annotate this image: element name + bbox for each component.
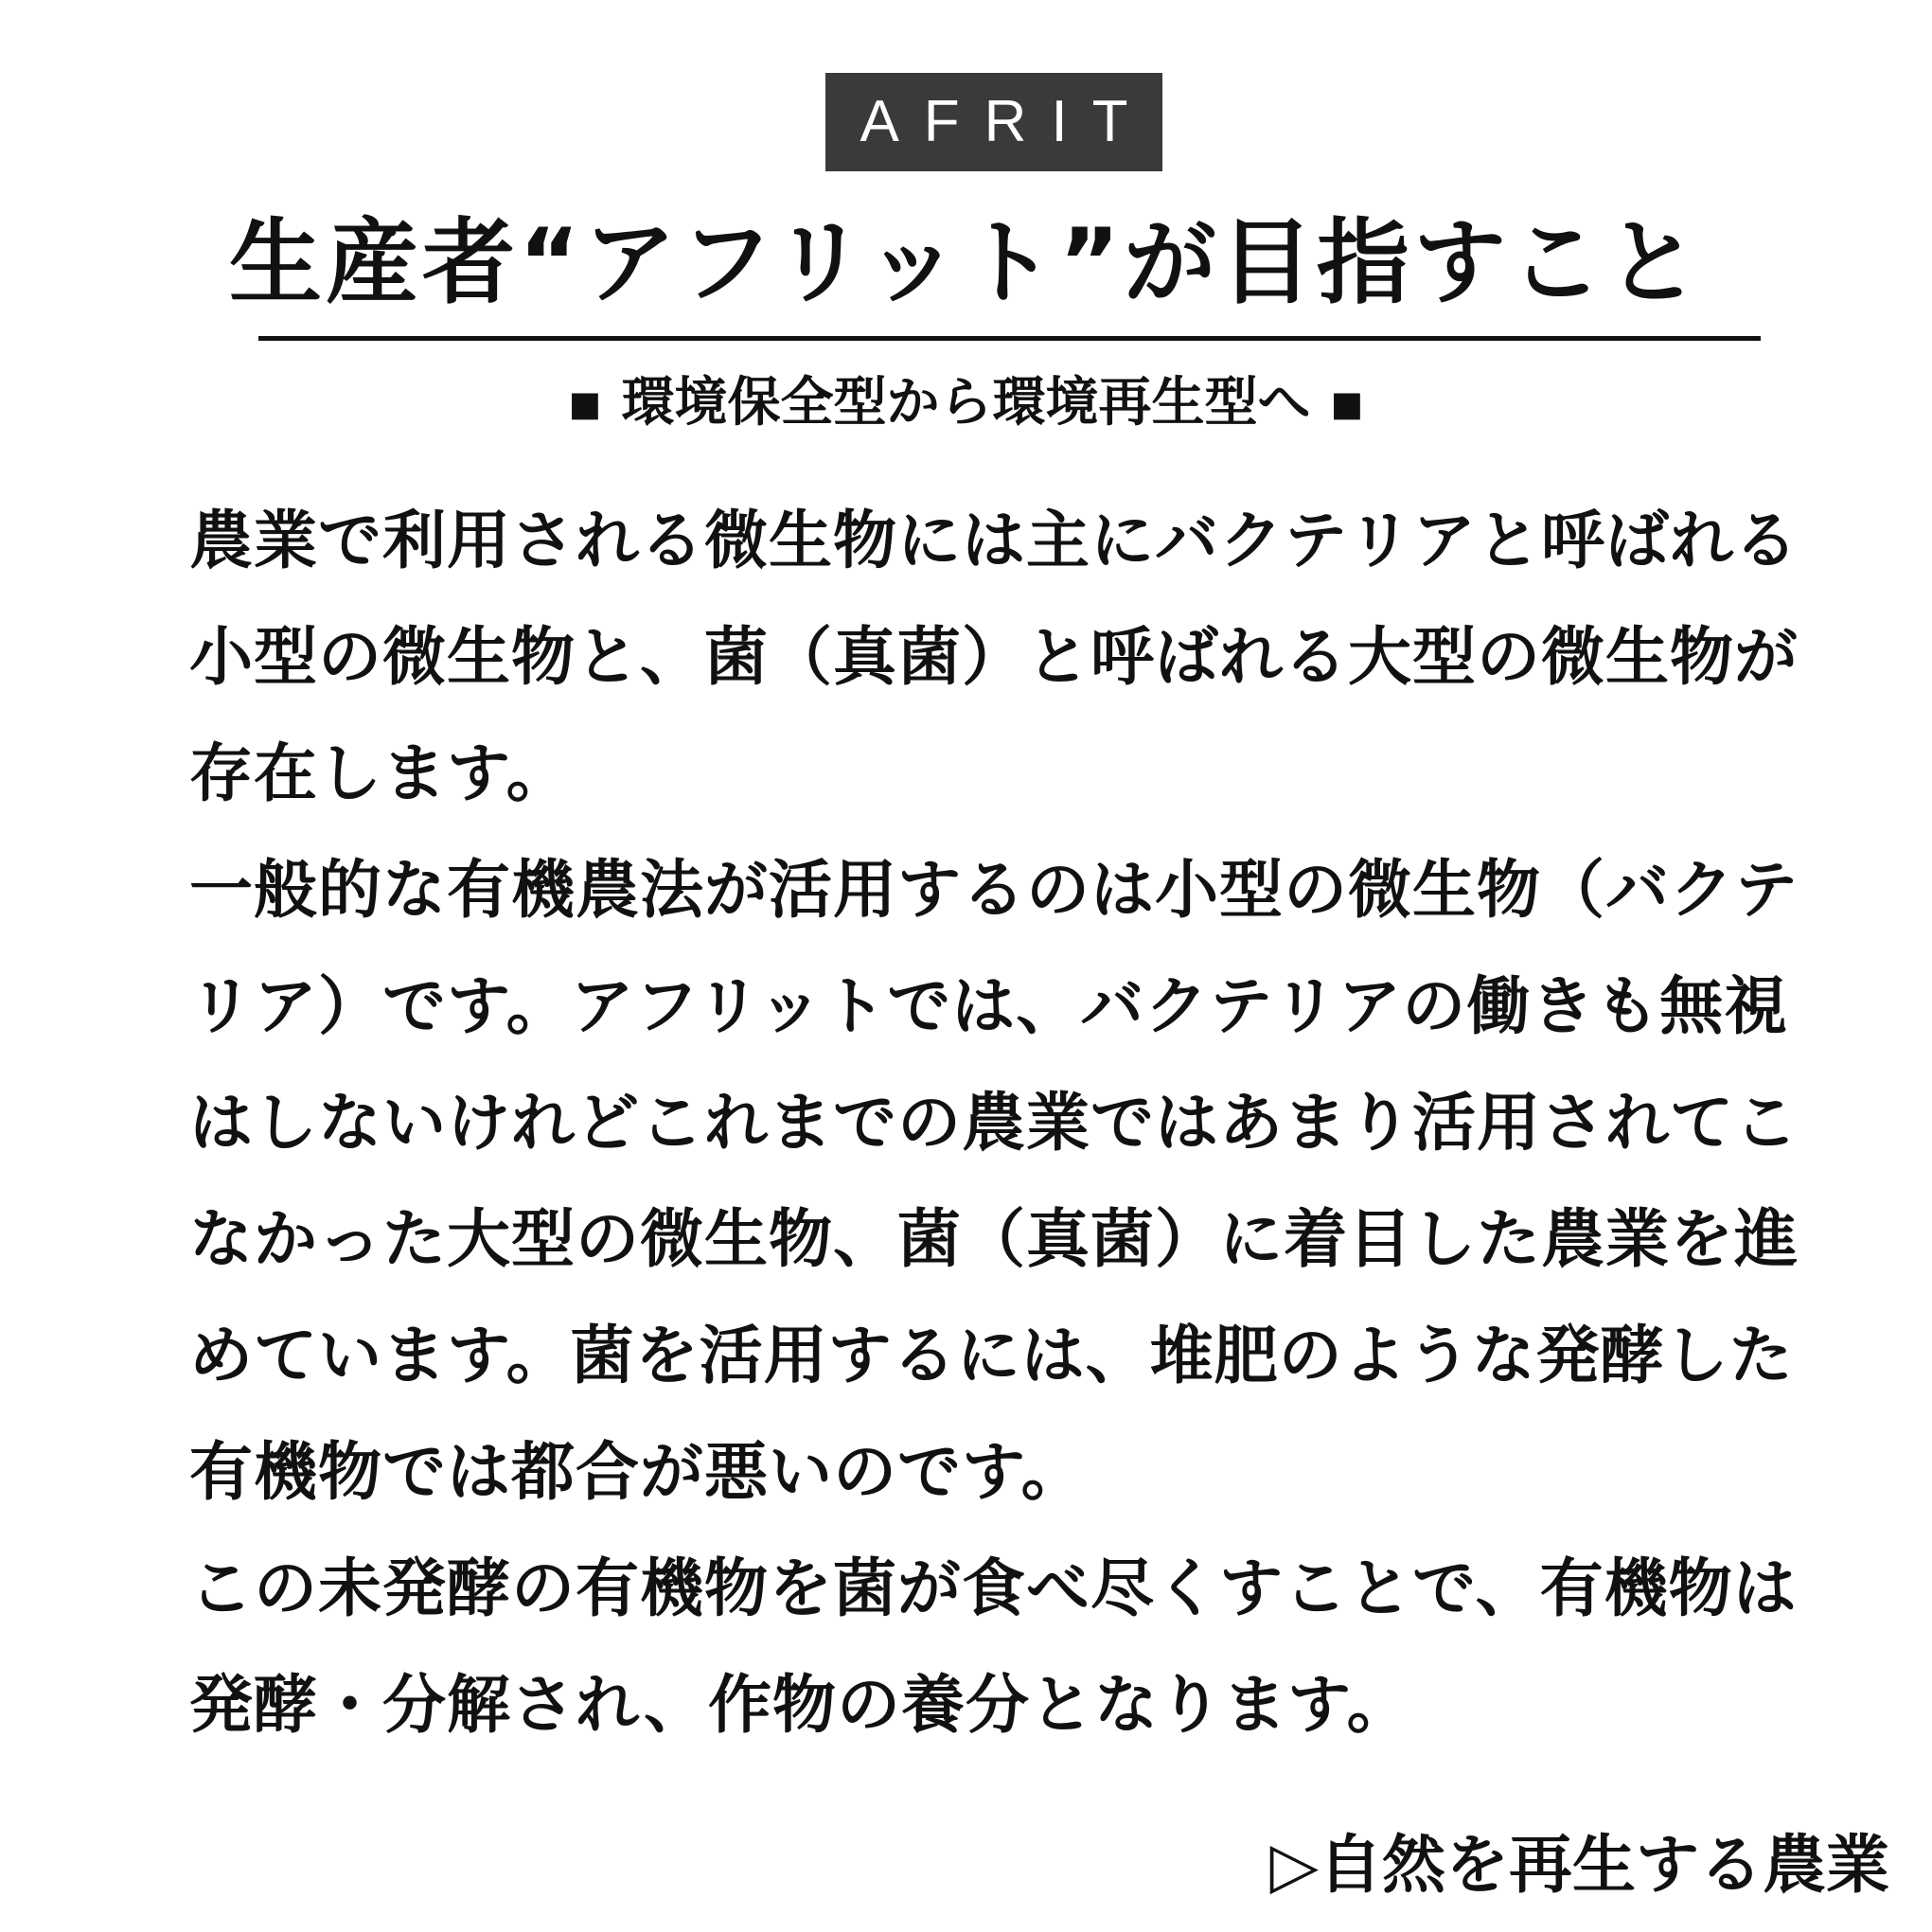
play-arrow-icon: ▷: [1269, 1828, 1319, 1902]
body-line: 小型の微生物と、菌（真菌）と呼ばれる大型の微生物が: [189, 620, 1799, 694]
brand-logo-text: AFRIT: [860, 89, 1153, 154]
title-divider: [258, 336, 1761, 341]
body-line: この未発酵の有機物を菌が食べ尽くすことで、有機物は: [189, 1551, 1798, 1625]
body-line: 有機物では都合が悪いのです。: [189, 1435, 1086, 1509]
page-subtitle: ▪ 環境保全型から環境再生型へ ▪: [567, 372, 1365, 434]
body-line: 発酵・分解され、作物の養分となります。: [189, 1668, 1411, 1742]
next-page-link[interactable]: [1269, 1827, 1889, 1903]
body-line: はしないけれどこれまでの農業ではあまり活用されてこ: [189, 1086, 1799, 1160]
body-line: リア）です。アフリットでは、バクテリアの働きも無視: [189, 969, 1789, 1043]
page-title: 生産者“アフリット”が目指すこと: [229, 209, 1703, 317]
next-page-link-label: 自然を再生する農業: [1319, 1828, 1889, 1902]
body-line: めています。菌を活用するには、堆肥のような発酵した: [189, 1319, 1794, 1392]
body-line: 存在します。: [189, 736, 571, 810]
body-text: [189, 483, 1855, 1764]
body-line: 一般的な有機農法が活用するのは小型の微生物（バクテ: [189, 853, 1799, 927]
brand-logo: [825, 73, 1162, 171]
body-line: なかった大型の微生物、菌（真菌）に着目した農業を進: [189, 1202, 1799, 1276]
body-line: 農業で利用される微生物には主にバクテリアと呼ばれる: [189, 504, 1799, 577]
